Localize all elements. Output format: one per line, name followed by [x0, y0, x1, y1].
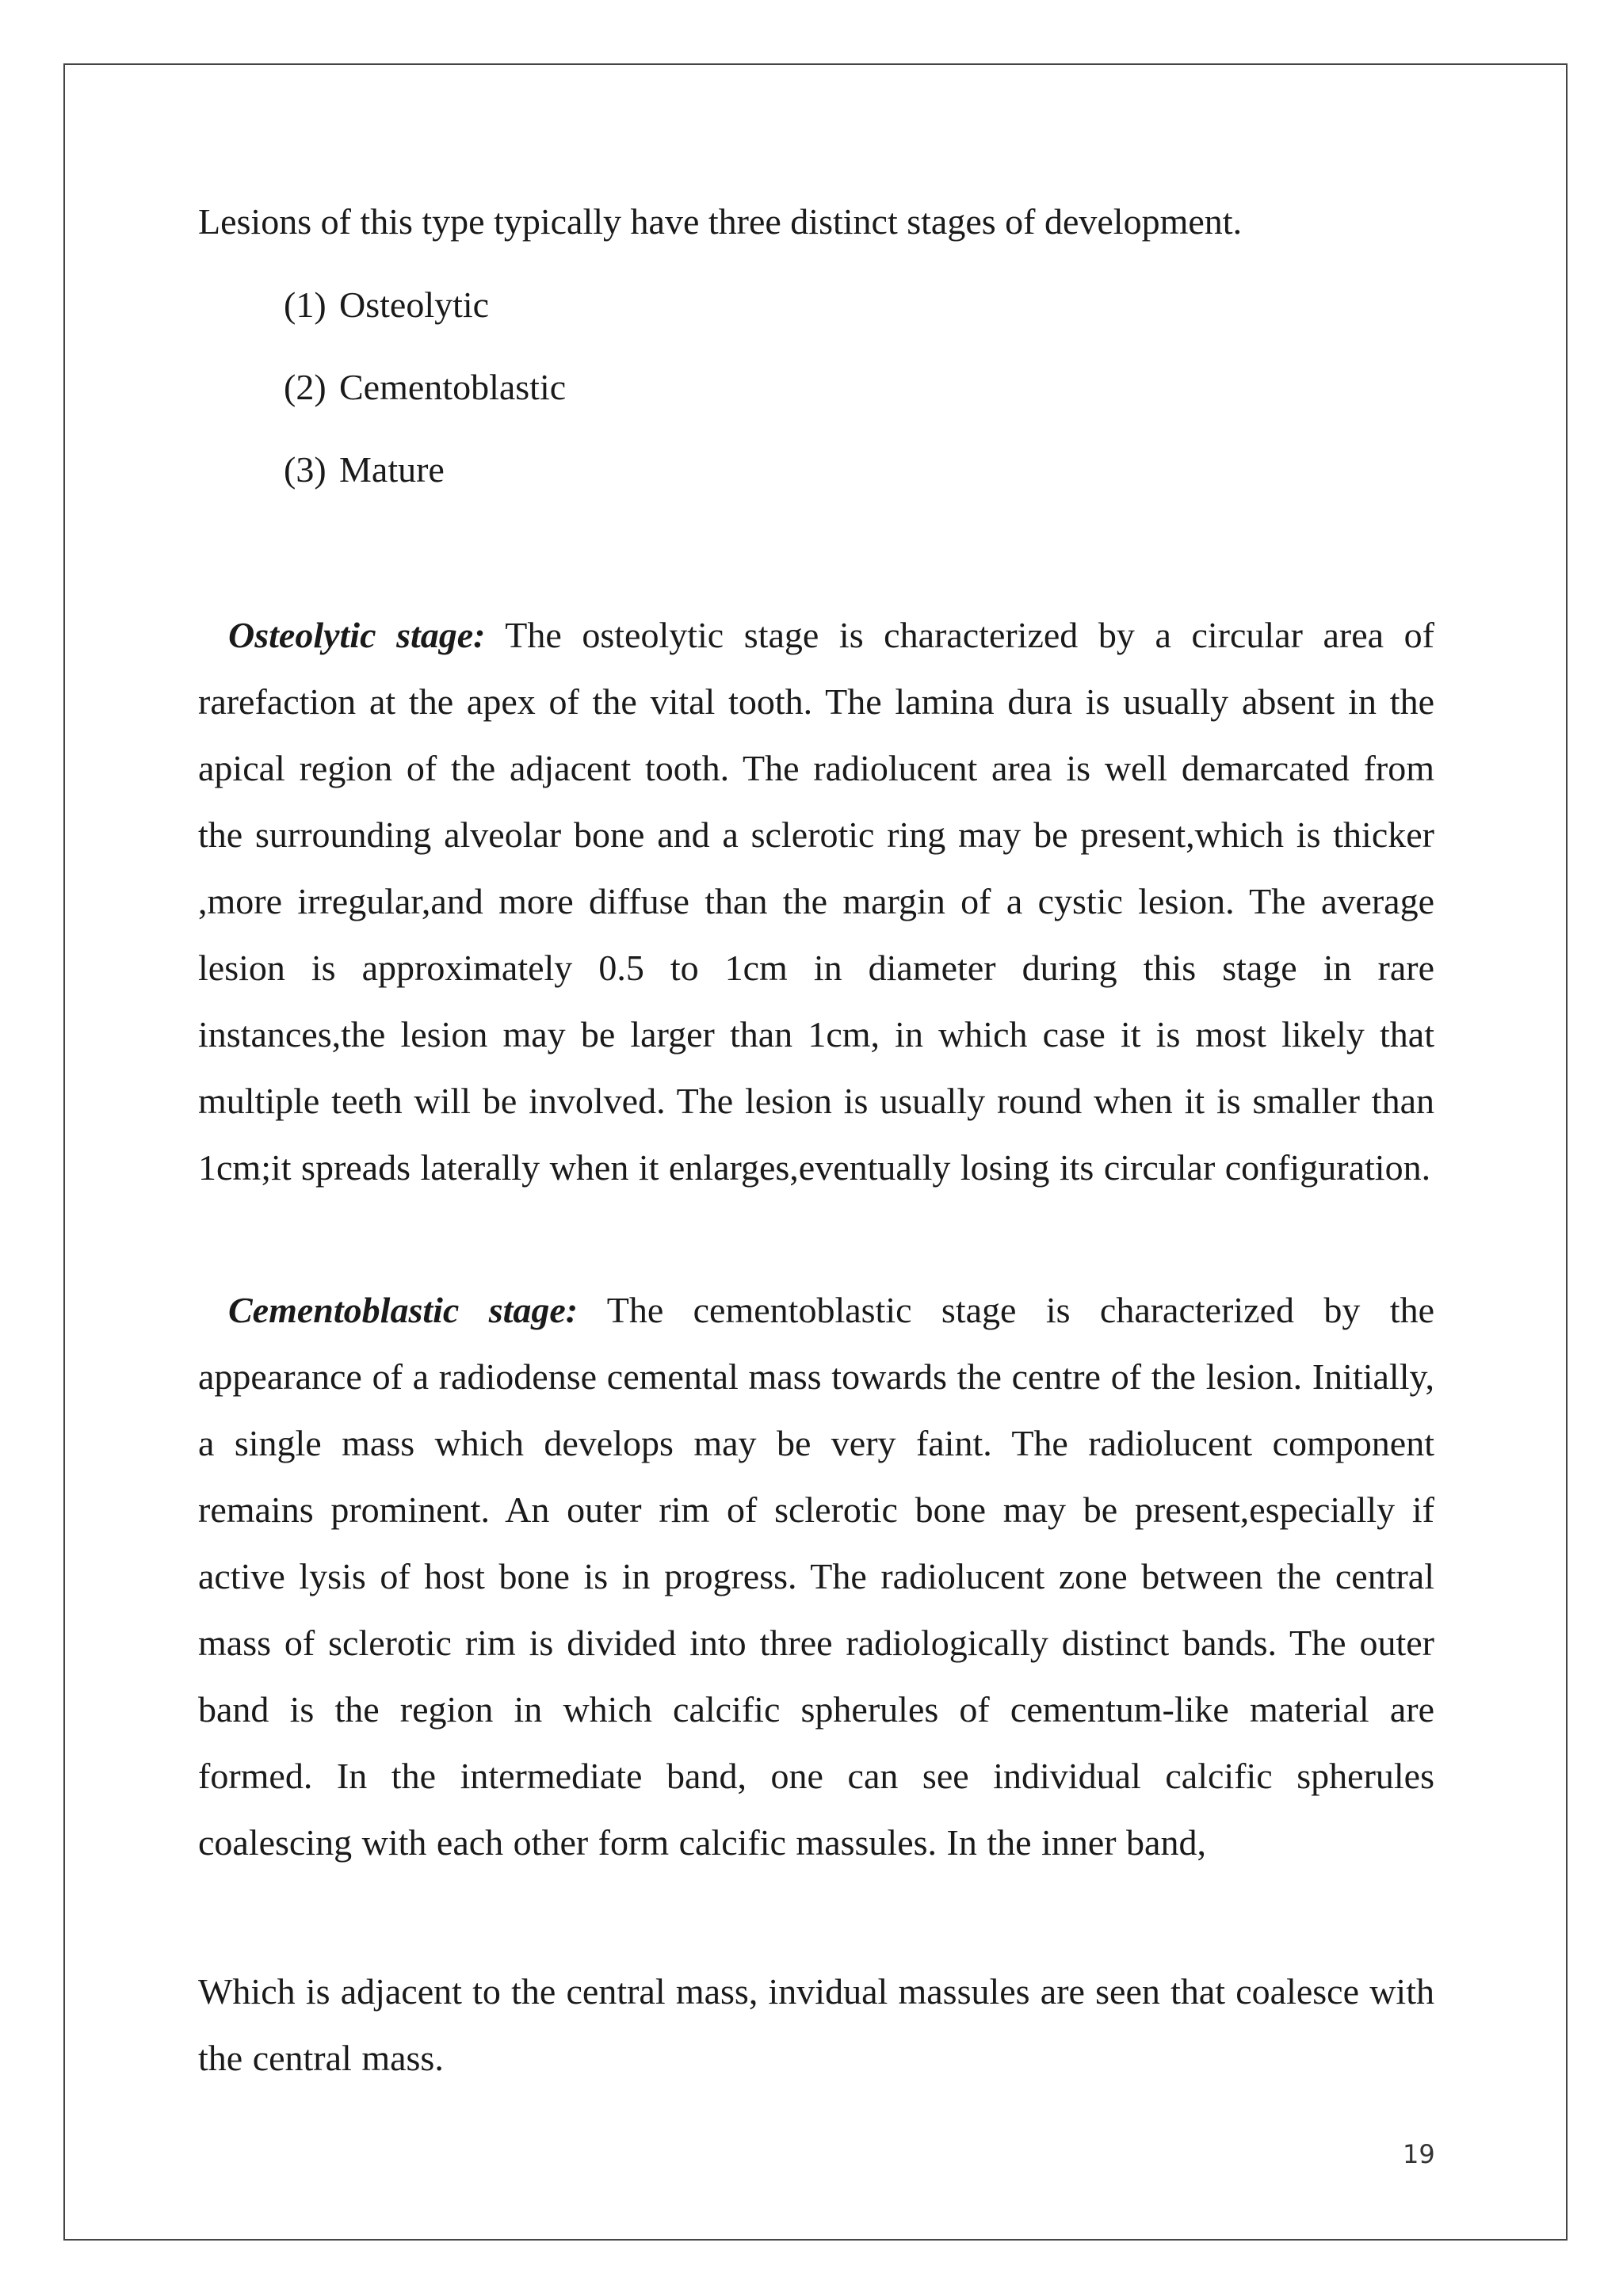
stage-number: (2)	[284, 367, 327, 407]
osteolytic-paragraph	[198, 602, 1434, 1201]
stage-label: Osteolytic	[339, 284, 490, 325]
stage-item-osteolytic	[284, 281, 566, 364]
continuation-paragraph: Which is adjacent to the central mass, invidual massules are seen that coalesce with the central mass.	[198, 1971, 1434, 2078]
stage-label: Mature	[339, 449, 445, 490]
stage-item-mature	[284, 446, 566, 528]
stage-number: (3)	[284, 449, 327, 490]
stage-item-cementoblastic	[284, 364, 566, 446]
page-number: 19	[1403, 2139, 1435, 2169]
osteolytic-heading: Osteolytic stage:	[228, 615, 486, 655]
intro-sentence: Lesions of this type typically have three distinct stages of development.	[198, 201, 1243, 242]
stage-list	[284, 281, 566, 528]
cementoblastic-text: The cementoblastic stage is characterized by the appearance of a radiodense cemental mass towards the centre of the lesion. Initially, a single mass which develops may be very faint. The radiolucent component remains prominent. An outer rim of sclerotic bone may be present,especially if active lysis of host bone is in progress. The radiolucent zone between the central mass of sclerotic rim is divided into three radiologically distinct bands. The outer band is the region in which calcific spherules of cementum-like material are formed. In the intermediate band, one can see individual calcific spherules coalescing with each other form calcific massules. In the inner band,	[198, 1290, 1434, 1863]
osteolytic-text: The osteolytic stage is characterized by a circular area of rarefaction at the apex of the vital tooth. The lamina dura is usually absent in the apical region of the adjacent tooth. The radiolucent area is well demarcated from the surrounding alveolar bone and a sclerotic ring may be present,which is thicker ,more irregular,and more diffuse than the margin of a cystic lesion. The average lesion is approximately 0.5 to 1cm in diameter during this stage in rare instances,the lesion may be larger than 1cm, in which case it is most likely that multiple teeth will be involved. The lesion is usually round when it is smaller than 1cm;it spreads laterally when it enlarges,eventually losing its circular configuration.	[198, 615, 1434, 1188]
stage-number: (1)	[284, 284, 327, 325]
stage-label: Cementoblastic	[339, 367, 567, 407]
cementoblastic-heading: Cementoblastic stage:	[228, 1290, 579, 1330]
cementoblastic-paragraph	[198, 1277, 1434, 1876]
